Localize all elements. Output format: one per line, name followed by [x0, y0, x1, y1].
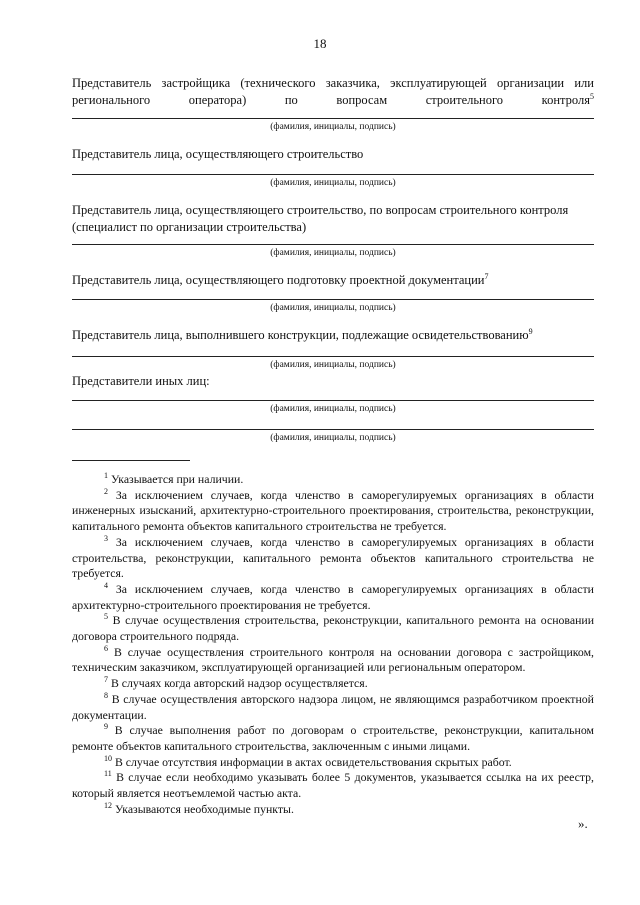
signature-line: [72, 118, 594, 119]
signature-line: [72, 244, 594, 245]
footnote: $^3$ За исключением случаев, когда членство в саморегулируемых организациях в области строительства, реконструкции, капитального ремонта объектов капитального строительства не требуется.: [72, 533, 594, 581]
signature-caption: (фамилия, инициалы, подпись): [270, 433, 396, 443]
footnote: $^9$ В случае выполнения работ по договорам о строительстве, реконструкции, капитальном ремонте объектов капитального строительства, заключенным с иными лицами.: [72, 722, 594, 753]
footnote: $^{12}$ Указываются необходимые пункты.: [104, 800, 294, 816]
closing-quote: ».: [578, 816, 588, 831]
footnote: $^2$ За исключением случаев, когда членство в саморегулируемых организациях в области инженерных изысканий, архитектурно-строительного проектирования, строительства, реконструкции, капитального ремонта объектов капитального строительства не требуется.: [72, 486, 594, 534]
footnote: $^{11}$ В случае если необходимо указывать более 5 документов, указывается ссылка на их реестр, который является неотъемлемой частью акта.: [72, 769, 595, 801]
signature-caption: (фамилия, инициалы, подпись): [270, 122, 396, 132]
signature-line: [72, 299, 594, 300]
footnote: $^7$ В случаях когда авторский надзор осуществляется.: [104, 675, 368, 691]
signature-caption: (фамилия, инициалы, подпись): [270, 404, 396, 414]
footnote: $^5$ В случае осуществления строительства, реконструкции, капитального ремонта на основании договора строительного подряда.: [72, 612, 595, 644]
signature-block-label: Представитель лица, осуществляющего строительство, по вопросам строительного контроля (специалист по организации строительства): [72, 203, 569, 234]
signature-caption: (фамилия, инициалы, подпись): [270, 178, 396, 188]
signature-caption: (фамилия, инициалы, подпись): [270, 303, 396, 313]
signature-block-label: Представитель лица, осуществляющего подготовку проектной документации$^7$: [72, 271, 489, 287]
signature-block-label: Представитель лица, осуществляющего строительство: [72, 147, 364, 161]
footnote: $^1$ Указывается при наличии.: [104, 471, 244, 486]
footnote: $^8$ В случае осуществления авторского надзора лицом, не являющимся разработчиком проектной документации.: [72, 690, 594, 722]
signature-line: [72, 400, 594, 401]
page-number: 18: [313, 36, 327, 51]
footnote: $^6$ В случае осуществления строительного контроля на основании договора с застройщиком, техническим заказчиком, эксплуатирующей организацией или региональным оператором.: [72, 643, 594, 675]
footnotes: [72, 472, 594, 817]
footnote: $^{10}$ В случае отсутствия информации в актах освидетельствования скрытых работ.: [104, 753, 512, 769]
signature-block-label: Представитель застройщика (технического заказчика, эксплуатирующей организации или регионального оператора) по вопросам строительного контроля$^5$: [72, 76, 594, 107]
signature-line: [72, 174, 594, 175]
signature-caption: (фамилия, инициалы, подпись): [270, 360, 396, 370]
footnote-separator: [72, 460, 190, 461]
other-persons-label: Представители иных лиц:: [72, 374, 210, 388]
signature-block-label: Представитель лица, выполнившего конструкции, подлежащие освидетельствованию$^9$: [72, 326, 533, 342]
signature-caption: (фамилия, инициалы, подпись): [270, 248, 396, 258]
signature-line: [72, 356, 594, 357]
footnote: $^4$ За исключением случаев, когда членство в саморегулируемых организациях в области архитектурно-строительного проектирования не требуется.: [72, 581, 594, 612]
signature-line: [72, 429, 594, 430]
